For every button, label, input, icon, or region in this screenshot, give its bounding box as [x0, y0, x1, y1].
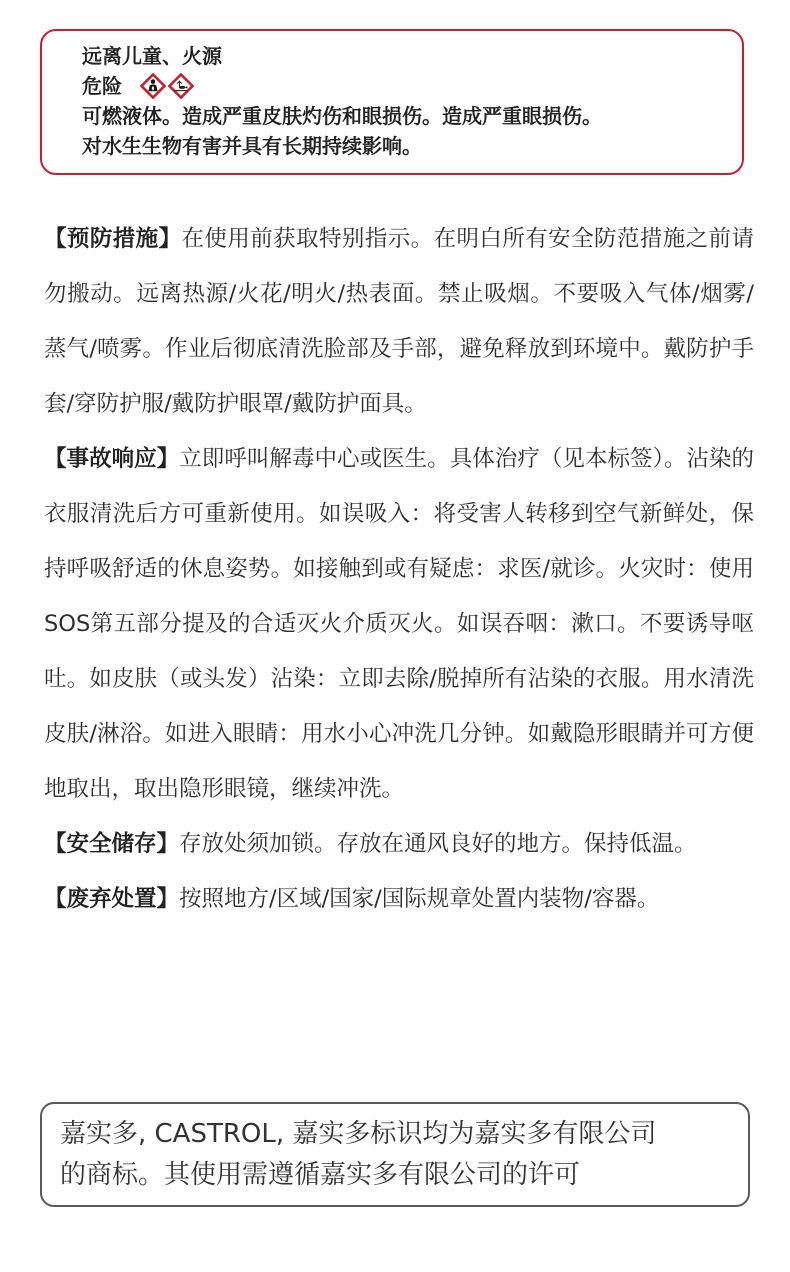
environment-hazard-icon: [168, 73, 194, 99]
disposal-heading: 【废弃处置】: [44, 886, 180, 912]
storage-heading: 【安全储存】: [44, 831, 180, 857]
storage-text: 存放处须加锁。存放在通风良好的地方。保持低温。: [179, 831, 697, 857]
trademark-line-2: 的商标。其使用需遵循嘉实多有限公司的许可: [60, 1160, 581, 1190]
prevention-paragraph: [44, 212, 754, 432]
environmental-statement: 对水生生物有害并具有长期持续影响。: [82, 134, 422, 158]
disposal-paragraph: [44, 872, 754, 927]
danger-row: [82, 71, 742, 101]
storage-paragraph: [44, 817, 754, 872]
precautionary-instructions: [44, 212, 754, 927]
keep-away-warning: 远离儿童、火源: [82, 44, 222, 68]
hazard-statement: 可燃液体。造成严重皮肤灼伤和眼损伤。造成严重眼损伤。: [82, 104, 602, 128]
hazard-warning-box: [40, 29, 744, 175]
signal-word: 危险: [82, 74, 122, 98]
prevention-text: 在使用前获取特别指示。在明白所有安全防范措施之前请勿搬动。远离热源/火花/明火/热表面。禁止吸烟。不要吸入气体/烟雾/蒸气/喷雾。作业后彻底清洗脸部及手部，避免释放到环境中。戴防护手套/穿防护服/戴防护眼罩/戴防护面具。: [44, 226, 754, 417]
disposal-text: 按照地方/区域/国家/国际规章处置内装物/容器。: [179, 886, 660, 912]
trademark-line-1: 嘉实多, CASTROL, 嘉实多标识均为嘉实多有限公司: [60, 1119, 657, 1149]
trademark-notice: [40, 1102, 750, 1207]
response-paragraph: [44, 432, 754, 817]
response-text: 立即呼叫解毒中心或医生。具体治疗（见本标签）。沾染的衣服清洗后方可重新使用。如误吸入：将受害人转移到空气新鲜处，保持呼吸舒适的休息姿势。如接触到或有疑虑：求医/就诊。火灾时：使用SOS第五部分提及的合适灭火介质灭火。如误吞咽：漱口。不要诱导呕吐。如皮肤（或头发）沾染：立即去除/脱掉所有沾染的衣服。用水清洗皮肤/淋浴。如进入眼睛：用水小心冲洗几分钟。如戴隐形眼睛并可方便地取出，取出隐形眼镜，继续冲洗。: [44, 446, 754, 802]
prevention-heading: 【预防措施】: [44, 226, 182, 252]
response-heading: 【事故响应】: [44, 446, 180, 472]
health-hazard-icon: [140, 73, 166, 99]
ghs-pictograms: [140, 73, 194, 99]
